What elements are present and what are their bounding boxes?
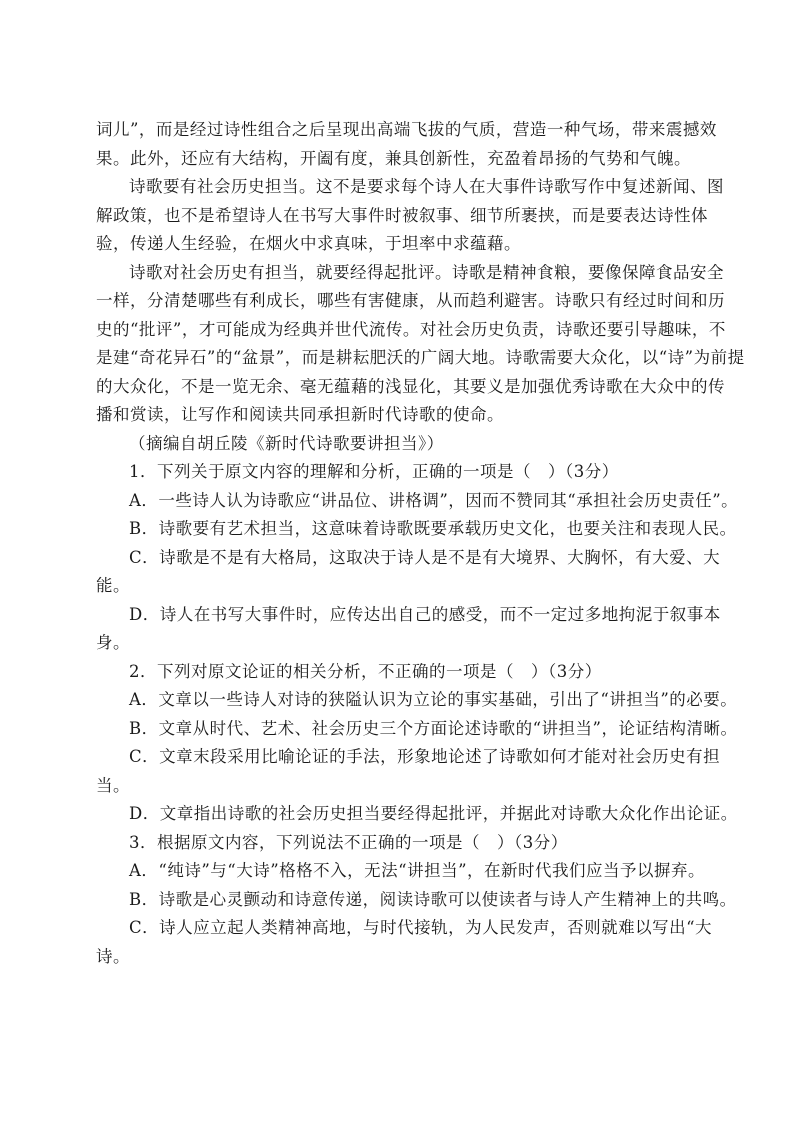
- document-page: [96, 116, 745, 971]
- source-citation: （摘编自胡丘陵《新时代诗歌要讲担当》）: [129, 433, 444, 453]
- question-3-option-b: B．诗歌是心灵颤动和诗意传递，阅读诗歌可以使读者与诗人产生精神上的共鸣。: [129, 889, 737, 909]
- question-1-option-d-cont: 身。: [96, 633, 130, 652]
- question-2-option-b: B．文章从时代、艺术、社会历史三个方面论述诗歌的“讲担当”，论证结构清晰。: [129, 718, 738, 738]
- question-1-option-a: A．一些诗人认为诗歌应“讲品位、讲格调”，因而不赞同其“承担社会历史责任”。: [129, 490, 739, 510]
- question-1-option-c: C．诗歌是不是有大格局，这取决于诗人是不是有大境界、大胸怀，有大爱、大: [129, 547, 721, 567]
- question-2-stem: 2．下列对原文论证的相关分析，不正确的一项是（ ）（3分）: [129, 661, 602, 681]
- question-3-option-a: A．“纯诗”与“大诗”格格不入，无法“讲担当”，在新时代我们应当予以摒弃。: [129, 861, 706, 880]
- question-1-option-c-cont: 能。: [96, 576, 130, 595]
- paragraph-line: 词儿”，而是经过诗性组合之后呈现出高端飞拔的气质，营造一种气场，带来震撼效: [96, 120, 717, 139]
- paragraph-line: 诗歌对社会历史有担当，就要经得起批评。诗歌是精神食粮，要像保障食品安全: [129, 262, 724, 282]
- paragraph-line: 验，传递人生经验，在烟火中求真味，于坦率中求蕴藉。: [96, 234, 521, 253]
- paragraph-line: 播和赏读，让写作和阅读共同承担新时代诗歌的使命。: [96, 405, 504, 424]
- question-2-option-c-cont: 当。: [96, 775, 130, 795]
- question-3-stem: 3．根据原文内容，下列说法不正确的一项是（ ）（3分）: [129, 832, 568, 852]
- paragraph-line: 的大众化，不是一览无余、毫无蕴藉的浅显化，其要义是加强优秀诗歌在大众中的传: [96, 376, 725, 396]
- paragraph-line: 史的“批评”，才可能成为经典并世代流传。对社会历史负责，诗歌还要引导趣味，不: [96, 319, 726, 339]
- question-2-option-d: D．文章指出诗歌的社会历史担当要经得起批评，并据此对诗歌大众化作出论证。: [129, 804, 738, 823]
- question-3-option-c-cont: 诗。: [96, 946, 130, 966]
- question-1-option-d: D．诗人在书写大事件时，应传达出自己的感受，而不一定过多地拘泥于叙事本: [129, 604, 721, 624]
- paragraph-line: 果。此外，还应有大结构，开阖有度，兼具创新性，充盈着昂扬的气势和气魄。: [96, 148, 691, 168]
- question-1-stem: 1．下列关于原文内容的理解和分析，正确的一项是（ ）（3分）: [129, 462, 619, 481]
- paragraph-line: 是建“奇花异石”的“盆景”，而是耕耘肥沃的广阔大地。诗歌需要大众化，以“诗”为前提: [96, 348, 745, 367]
- question-2-option-c: C．文章末段采用比喻论证的手法，形象地论述了诗歌如何才能对社会历史有担: [129, 747, 721, 766]
- paragraph-line: 诗歌要有社会历史担当。这不是要求每个诗人在大事件诗歌写作中复述新闻、图: [129, 177, 724, 196]
- question-3-option-c: C．诗人应立起人类精神高地，与时代接轨，为人民发声，否则就难以写出“大: [129, 918, 713, 937]
- question-2-option-a: A．文章以一些诗人对诗的狭隘认识为立论的事实基础，引出了“讲担当”的必要。: [129, 690, 738, 709]
- question-1-option-b: B．诗歌要有艺术担当，这意味着诗歌既要承载历史文化，也要关注和表现人民。: [129, 519, 737, 538]
- paragraph-line: 解政策，也不是希望诗人在书写大事件时被叙事、细节所裹挟，而是要表达诗性体: [96, 205, 708, 225]
- paragraph-line: 一样，分清楚哪些有利成长，哪些有害健康，从而趋利避害。诗歌只有经过时间和历: [96, 291, 725, 310]
